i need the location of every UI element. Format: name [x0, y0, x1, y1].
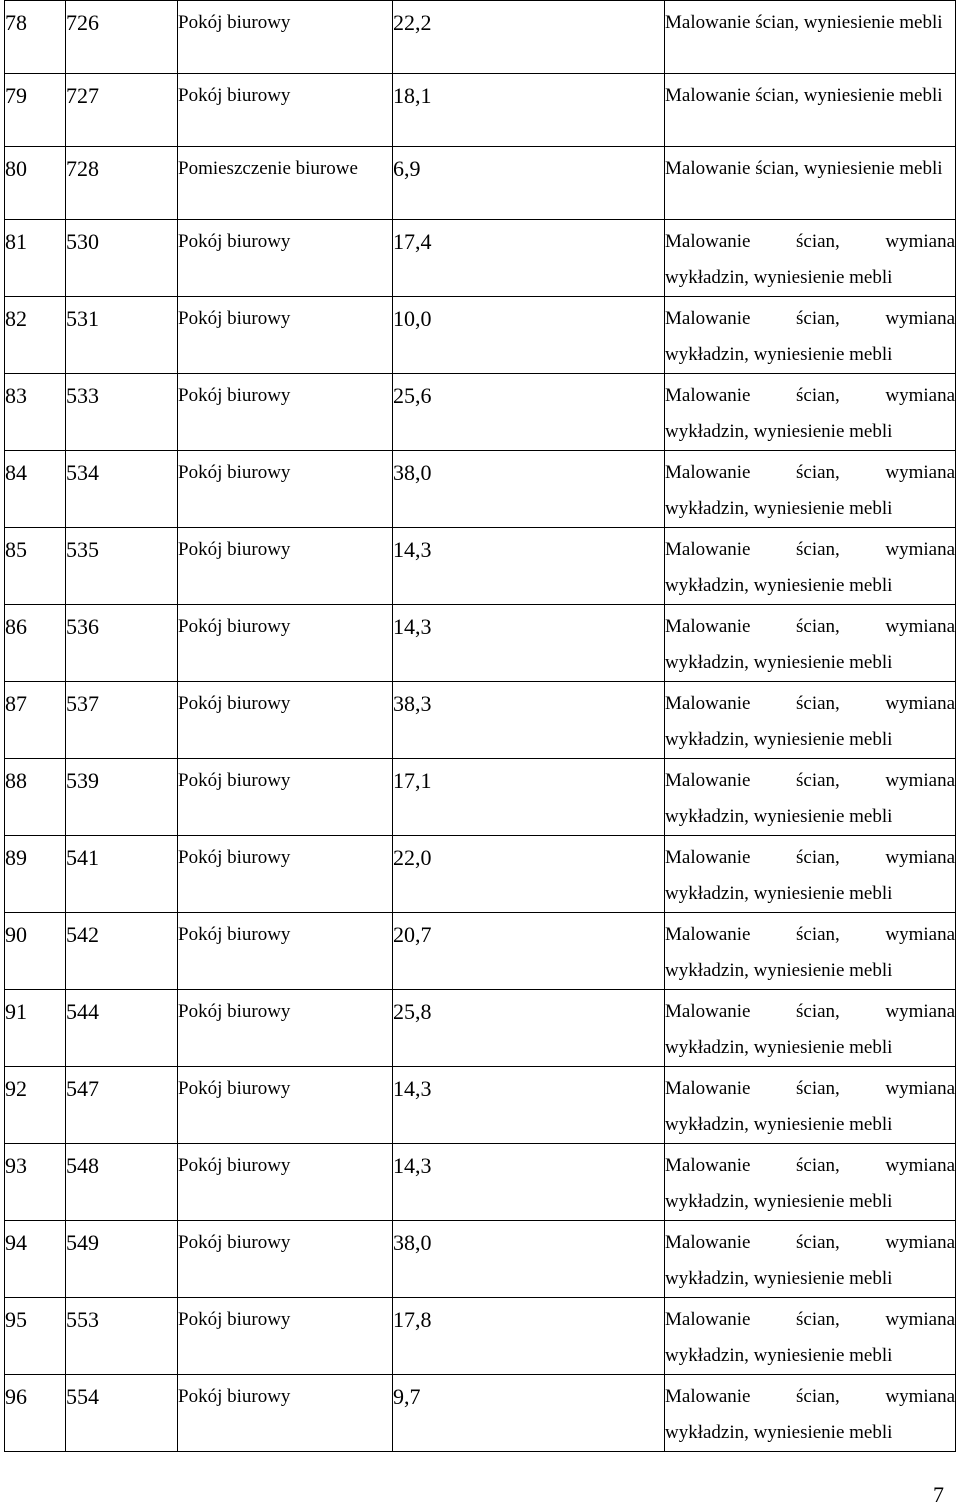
row-number-cell: [5, 374, 66, 451]
work-scope-text: Malowanie ścian, wymiana wykładzin, wyniesienie mebli: [665, 1155, 955, 1212]
room-number-cell: [66, 451, 178, 528]
area-cell: [393, 1144, 665, 1221]
room-number-cell: [66, 759, 178, 836]
area-text: 22,0: [393, 845, 432, 870]
work-scope-text: Malowanie ścian, wyniesienie mebli: [665, 158, 943, 179]
room-name-cell: [178, 1067, 393, 1144]
table-row: [5, 759, 956, 836]
room-number-cell: [66, 1, 178, 74]
area-cell: [393, 836, 665, 913]
room-name-text: Pokój biurowy: [178, 308, 291, 329]
room-number-cell: [66, 374, 178, 451]
area-cell: [393, 220, 665, 297]
room-number-cell: [66, 605, 178, 682]
area-cell: [393, 990, 665, 1067]
area-text: 38,0: [393, 1230, 432, 1255]
room-number-cell: [66, 1221, 178, 1298]
work-scope-cell: [665, 297, 956, 374]
work-scope-text: Malowanie ścian, wyniesienie mebli: [665, 12, 943, 33]
area-text: 14,3: [393, 1153, 432, 1178]
room-name-cell: [178, 1221, 393, 1298]
room-number-cell: [66, 1144, 178, 1221]
work-scope-text: Malowanie ścian, wyniesienie mebli: [665, 85, 943, 106]
room-name-text: Pokój biurowy: [178, 85, 291, 106]
table-row: [5, 374, 956, 451]
room-name-cell: [178, 74, 393, 147]
row-number-text: 84: [5, 460, 27, 485]
row-number-cell: [5, 1375, 66, 1452]
row-number-cell: [5, 759, 66, 836]
room-name-text: Pokój biurowy: [178, 693, 291, 714]
room-name-cell: [178, 1375, 393, 1452]
room-number-text: 539: [66, 768, 99, 793]
room-number-cell: [66, 147, 178, 220]
row-number-text: 89: [5, 845, 27, 870]
room-number-text: 553: [66, 1307, 99, 1332]
work-scope-cell: [665, 1, 956, 74]
room-number-text: 544: [66, 999, 99, 1024]
room-number-text: 547: [66, 1076, 99, 1101]
area-cell: [393, 297, 665, 374]
room-number-cell: [66, 1067, 178, 1144]
row-number-cell: [5, 74, 66, 147]
area-text: 17,1: [393, 768, 432, 793]
table-row: [5, 1221, 956, 1298]
area-cell: [393, 1221, 665, 1298]
room-name-cell: [178, 836, 393, 913]
room-name-cell: [178, 220, 393, 297]
room-number-text: 541: [66, 845, 99, 870]
work-scope-text: Malowanie ścian, wymiana wykładzin, wyniesienie mebli: [665, 1078, 955, 1135]
room-name-text: Pokój biurowy: [178, 847, 291, 868]
area-text: 14,3: [393, 537, 432, 562]
room-name-cell: [178, 1, 393, 74]
row-number-text: 82: [5, 306, 27, 331]
room-number-text: 549: [66, 1230, 99, 1255]
work-scope-cell: [665, 990, 956, 1067]
row-number-cell: [5, 451, 66, 528]
row-number-cell: [5, 1221, 66, 1298]
room-number-cell: [66, 220, 178, 297]
area-cell: [393, 605, 665, 682]
table-row: [5, 297, 956, 374]
page-number: 7: [933, 1482, 944, 1507]
room-number-text: 530: [66, 229, 99, 254]
table-row: [5, 1375, 956, 1452]
table-row: [5, 451, 956, 528]
row-number-cell: [5, 913, 66, 990]
area-text: 17,4: [393, 229, 432, 254]
work-scope-cell: [665, 1298, 956, 1375]
room-name-text: Pokój biurowy: [178, 462, 291, 483]
work-scope-text: Malowanie ścian, wymiana wykładzin, wyniesienie mebli: [665, 385, 955, 442]
area-cell: [393, 451, 665, 528]
room-number-text: 727: [66, 83, 99, 108]
row-number-text: 86: [5, 614, 27, 639]
work-scope-text: Malowanie ścian, wymiana wykładzin, wyniesienie mebli: [665, 539, 955, 596]
work-scope-text: Malowanie ścian, wymiana wykładzin, wyniesienie mebli: [665, 924, 955, 981]
row-number-cell: [5, 1067, 66, 1144]
room-name-cell: [178, 297, 393, 374]
row-number-text: 83: [5, 383, 27, 408]
work-scope-cell: [665, 913, 956, 990]
room-name-cell: [178, 913, 393, 990]
room-number-text: 542: [66, 922, 99, 947]
row-number-text: 95: [5, 1307, 27, 1332]
room-number-text: 533: [66, 383, 99, 408]
row-number-cell: [5, 147, 66, 220]
work-scope-cell: [665, 836, 956, 913]
row-number-text: 94: [5, 1230, 27, 1255]
table-row: [5, 147, 956, 220]
area-cell: [393, 147, 665, 220]
area-cell: [393, 528, 665, 605]
area-text: 14,3: [393, 614, 432, 639]
row-number-cell: [5, 1144, 66, 1221]
work-scope-cell: [665, 682, 956, 759]
row-number-text: 88: [5, 768, 27, 793]
room-name-cell: [178, 759, 393, 836]
room-name-text: Pokój biurowy: [178, 1078, 291, 1099]
area-text: 17,8: [393, 1307, 432, 1332]
room-name-cell: [178, 451, 393, 528]
work-scope-cell: [665, 1067, 956, 1144]
room-name-text: Pokój biurowy: [178, 1309, 291, 1330]
table-row: [5, 220, 956, 297]
row-number-cell: [5, 1, 66, 74]
rooms-table-body: [5, 1, 956, 1452]
room-number-text: 531: [66, 306, 99, 331]
room-number-text: 534: [66, 460, 99, 485]
work-scope-text: Malowanie ścian, wymiana wykładzin, wyniesienie mebli: [665, 1001, 955, 1058]
room-name-cell: [178, 147, 393, 220]
area-text: 25,8: [393, 999, 432, 1024]
room-number-cell: [66, 682, 178, 759]
room-number-cell: [66, 1298, 178, 1375]
work-scope-text: Malowanie ścian, wymiana wykładzin, wyniesienie mebli: [665, 1309, 955, 1366]
room-name-text: Pokój biurowy: [178, 1386, 291, 1407]
area-cell: [393, 682, 665, 759]
area-cell: [393, 1298, 665, 1375]
row-number-cell: [5, 990, 66, 1067]
work-scope-text: Malowanie ścian, wymiana wykładzin, wyniesienie mebli: [665, 770, 955, 827]
work-scope-cell: [665, 759, 956, 836]
room-number-text: 554: [66, 1384, 99, 1409]
row-number-text: 80: [5, 156, 27, 181]
room-name-text: Pokój biurowy: [178, 231, 291, 252]
work-scope-cell: [665, 1221, 956, 1298]
row-number-text: 91: [5, 999, 27, 1024]
room-name-text: Pokój biurowy: [178, 539, 291, 560]
room-name-cell: [178, 990, 393, 1067]
row-number-text: 81: [5, 229, 27, 254]
area-cell: [393, 1067, 665, 1144]
row-number-text: 78: [5, 10, 27, 35]
row-number-cell: [5, 1298, 66, 1375]
area-text: 38,3: [393, 691, 432, 716]
table-row: [5, 528, 956, 605]
row-number-cell: [5, 605, 66, 682]
room-name-text: Pokój biurowy: [178, 1001, 291, 1022]
room-name-text: Pokój biurowy: [178, 1155, 291, 1176]
area-text: 22,2: [393, 10, 432, 35]
table-row: [5, 1298, 956, 1375]
area-text: 9,7: [393, 1384, 421, 1409]
room-name-text: Pokój biurowy: [178, 385, 291, 406]
table-row: [5, 1144, 956, 1221]
table-row: [5, 74, 956, 147]
rooms-table: [4, 0, 956, 1452]
room-name-text: Pomieszczenie biurowe: [178, 158, 358, 179]
work-scope-cell: [665, 147, 956, 220]
area-text: 10,0: [393, 306, 432, 331]
room-number-cell: [66, 528, 178, 605]
area-cell: [393, 1, 665, 74]
area-cell: [393, 74, 665, 147]
row-number-cell: [5, 836, 66, 913]
row-number-text: 79: [5, 83, 27, 108]
area-cell: [393, 374, 665, 451]
row-number-cell: [5, 528, 66, 605]
work-scope-text: Malowanie ścian, wymiana wykładzin, wyniesienie mebli: [665, 847, 955, 904]
room-name-text: Pokój biurowy: [178, 770, 291, 791]
work-scope-text: Malowanie ścian, wymiana wykładzin, wyniesienie mebli: [665, 462, 955, 519]
table-row: [5, 682, 956, 759]
area-text: 18,1: [393, 83, 432, 108]
work-scope-cell: [665, 220, 956, 297]
row-number-text: 87: [5, 691, 27, 716]
work-scope-text: Malowanie ścian, wymiana wykładzin, wyniesienie mebli: [665, 693, 955, 750]
room-number-text: 535: [66, 537, 99, 562]
room-name-cell: [178, 605, 393, 682]
work-scope-cell: [665, 528, 956, 605]
table-row: [5, 1, 956, 74]
area-cell: [393, 913, 665, 990]
row-number-cell: [5, 297, 66, 374]
room-number-text: 726: [66, 10, 99, 35]
room-name-cell: [178, 528, 393, 605]
area-text: 20,7: [393, 922, 432, 947]
work-scope-cell: [665, 1375, 956, 1452]
room-name-cell: [178, 374, 393, 451]
row-number-text: 90: [5, 922, 27, 947]
work-scope-cell: [665, 1144, 956, 1221]
row-number-text: 85: [5, 537, 27, 562]
work-scope-text: Malowanie ścian, wymiana wykładzin, wyniesienie mebli: [665, 308, 955, 365]
work-scope-text: Malowanie ścian, wymiana wykładzin, wyniesienie mebli: [665, 1386, 955, 1443]
room-number-text: 536: [66, 614, 99, 639]
work-scope-cell: [665, 74, 956, 147]
work-scope-text: Malowanie ścian, wymiana wykładzin, wyniesienie mebli: [665, 231, 955, 288]
area-cell: [393, 759, 665, 836]
table-row: [5, 605, 956, 682]
room-name-text: Pokój biurowy: [178, 1232, 291, 1253]
area-cell: [393, 1375, 665, 1452]
area-text: 6,9: [393, 156, 421, 181]
room-name-text: Pokój biurowy: [178, 924, 291, 945]
room-name-cell: [178, 682, 393, 759]
room-number-cell: [66, 74, 178, 147]
work-scope-cell: [665, 374, 956, 451]
room-number-text: 548: [66, 1153, 99, 1178]
row-number-text: 92: [5, 1076, 27, 1101]
room-number-cell: [66, 836, 178, 913]
room-number-cell: [66, 297, 178, 374]
area-text: 25,6: [393, 383, 432, 408]
table-row: [5, 913, 956, 990]
area-text: 14,3: [393, 1076, 432, 1101]
room-name-text: Pokój biurowy: [178, 12, 291, 33]
room-number-cell: [66, 990, 178, 1067]
room-name-cell: [178, 1298, 393, 1375]
row-number-text: 93: [5, 1153, 27, 1178]
room-number-text: 537: [66, 691, 99, 716]
work-scope-cell: [665, 451, 956, 528]
work-scope-text: Malowanie ścian, wymiana wykładzin, wyniesienie mebli: [665, 1232, 955, 1289]
room-number-cell: [66, 1375, 178, 1452]
work-scope-text: Malowanie ścian, wymiana wykładzin, wyniesienie mebli: [665, 616, 955, 673]
row-number-cell: [5, 682, 66, 759]
area-text: 38,0: [393, 460, 432, 485]
row-number-cell: [5, 220, 66, 297]
room-number-cell: [66, 913, 178, 990]
room-name-text: Pokój biurowy: [178, 616, 291, 637]
room-name-cell: [178, 1144, 393, 1221]
room-number-text: 728: [66, 156, 99, 181]
work-scope-cell: [665, 605, 956, 682]
table-row: [5, 836, 956, 913]
table-row: [5, 1067, 956, 1144]
row-number-text: 96: [5, 1384, 27, 1409]
table-row: [5, 990, 956, 1067]
